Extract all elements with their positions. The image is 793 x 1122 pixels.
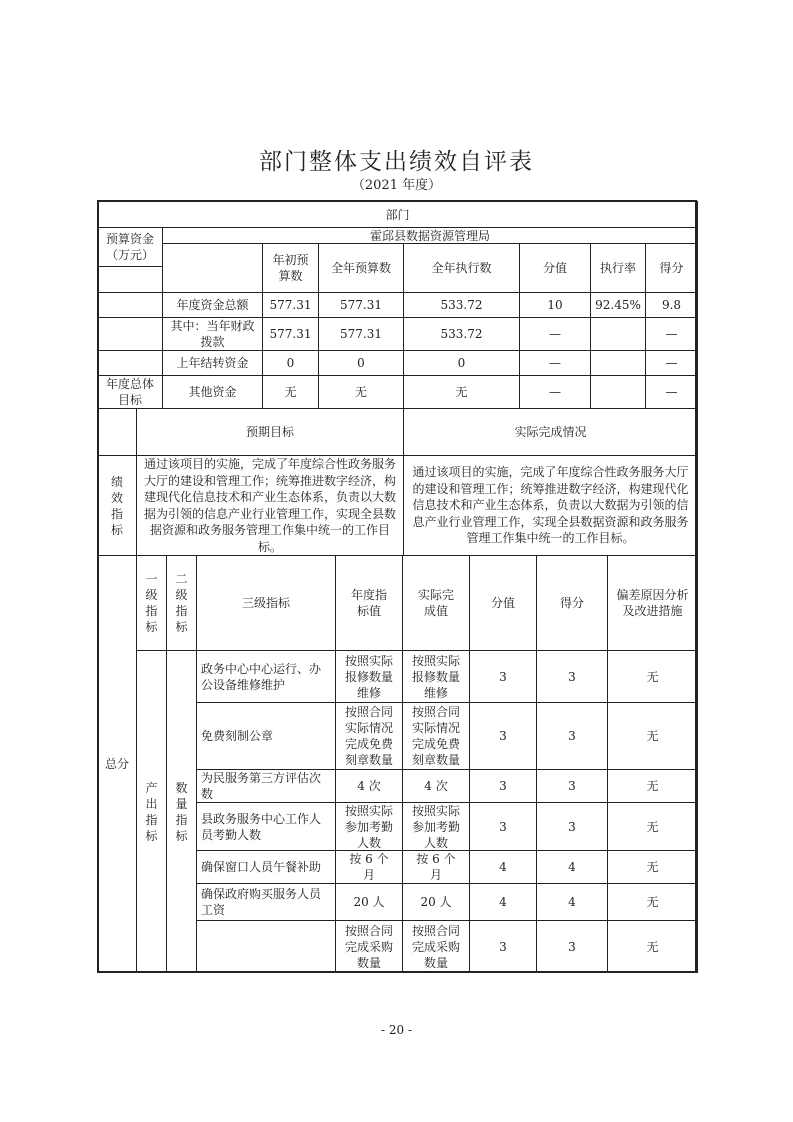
indicator-value-cell bbox=[469, 883, 537, 921]
indicator-score-cell bbox=[536, 850, 608, 884]
indicator-score-cell-text: 3 bbox=[568, 819, 576, 834]
budget-row-label bbox=[162, 350, 263, 376]
budget-value-cell bbox=[519, 292, 591, 318]
indicator-name-cell bbox=[196, 850, 336, 884]
indicator-actual-cell-text: 20 人 bbox=[420, 895, 452, 909]
budget-header-cell bbox=[262, 243, 319, 293]
annual-goal-label bbox=[97, 375, 163, 409]
indicator-deviation-cell-text: 无 bbox=[646, 939, 659, 954]
indicator-header-cell bbox=[402, 555, 470, 651]
budget-value-cell-text: — bbox=[549, 356, 561, 370]
budget-value-cell bbox=[403, 317, 520, 351]
perf-indicator-label bbox=[97, 455, 137, 556]
indicator-header-cell-text: 年度指标值 bbox=[350, 588, 387, 618]
indicator-score-cell bbox=[536, 920, 608, 973]
budget-value-cell-text: 10 bbox=[547, 298, 563, 312]
level1-indicator-text: 产出指标 bbox=[145, 780, 158, 843]
actual-header-text: 实际完成情况 bbox=[514, 425, 587, 439]
indicator-header-cell bbox=[607, 555, 698, 651]
budget-row-label-text: 其他资金 bbox=[188, 385, 237, 399]
budget-row-label-text: 上年结转资金 bbox=[176, 356, 249, 370]
indicator-deviation-cell-text: 无 bbox=[646, 860, 659, 874]
indicator-value-cell bbox=[469, 769, 537, 803]
budget-value-cell-text: 577.31 bbox=[269, 298, 312, 312]
actual-completion-text-text: 通过该项目的实施，完成了年度综合性政务服务大厅的建设和管理工作；统筹推进数字经济，构建现代化信息技术和产业生态体系，负责以大数据为引领的信息产业行业管理工作，实现全县数据资源和政务服务管理工作集中统一的工作目标。 bbox=[412, 465, 689, 546]
indicator-target-cell bbox=[335, 850, 403, 884]
indicator-score-cell bbox=[536, 769, 608, 803]
indicator-actual-cell bbox=[402, 769, 470, 803]
perf-indicator-label-text: 绩效指标 bbox=[110, 474, 123, 537]
budget-value-cell bbox=[519, 375, 591, 409]
indicator-name-cell-text: 为民服务第三方评估次数 bbox=[201, 771, 322, 801]
indicator-target-cell-text: 按照实际报修数量维修 bbox=[344, 653, 393, 700]
indicator-name-cell-text: 免费刻制公章 bbox=[201, 729, 274, 743]
indicator-value-cell bbox=[469, 850, 537, 884]
indicator-value-cell-text: 4 bbox=[499, 895, 507, 909]
budget-value-cell-text: 无 bbox=[455, 385, 468, 399]
indicator-target-cell bbox=[335, 702, 403, 770]
indicator-value-cell-text: 4 bbox=[499, 860, 507, 874]
indicator-score-cell bbox=[536, 883, 608, 921]
budget-label-cell bbox=[97, 227, 163, 267]
budget-value-cell bbox=[645, 317, 698, 351]
indicator-name-cell bbox=[196, 920, 336, 973]
budget-value-cell-text: 无 bbox=[284, 385, 297, 399]
budget-header-cell bbox=[403, 243, 520, 293]
indicator-actual-cell bbox=[402, 883, 470, 921]
budget-value-cell-text: — bbox=[549, 327, 561, 341]
indicator-deviation-cell bbox=[607, 702, 698, 770]
level2-indicator bbox=[166, 650, 197, 973]
budget-header-cell bbox=[318, 243, 404, 293]
indicator-name-cell bbox=[196, 702, 336, 770]
budget-value-cell bbox=[519, 317, 591, 351]
budget-value-cell-text: 577.31 bbox=[340, 327, 382, 341]
indicator-value-cell-text: 3 bbox=[499, 779, 507, 793]
budget-value-cell-text: — bbox=[665, 327, 678, 341]
document-title: 部门整体支出绩效自评表 bbox=[259, 149, 534, 175]
budget-value-cell bbox=[318, 292, 404, 318]
indicator-value-cell-text: 3 bbox=[499, 729, 507, 743]
budget-value-cell-text: — bbox=[549, 385, 561, 399]
budget-value-cell bbox=[519, 350, 591, 376]
budget-value-cell-text: 533.72 bbox=[440, 298, 483, 312]
indicator-name-cell-text: 确保政府购买服务人员工资 bbox=[201, 887, 322, 917]
budget-label-cell-text: 预算资金（万元） bbox=[105, 232, 154, 262]
indicator-value-cell bbox=[469, 650, 537, 703]
budget-header-cell bbox=[519, 243, 591, 293]
budget-value-cell-text: 9.8 bbox=[661, 298, 682, 312]
indicator-target-cell-text: 20 人 bbox=[353, 895, 385, 909]
indicator-score-cell-text: 3 bbox=[568, 729, 576, 743]
indicator-value-cell bbox=[469, 920, 537, 973]
empty-cell bbox=[97, 266, 163, 293]
indicator-score-cell-text: 3 bbox=[568, 669, 576, 684]
indicator-score-cell-text: 3 bbox=[568, 779, 576, 793]
total-score-label-text: 总分 bbox=[104, 757, 129, 771]
budget-value-cell bbox=[262, 317, 319, 351]
budget-value-cell bbox=[645, 350, 698, 376]
indicator-name-cell-text: 政务中心中心运行、办公设备维修维护 bbox=[201, 661, 322, 692]
indicator-value-cell-text: 3 bbox=[499, 669, 507, 684]
budget-value-cell bbox=[403, 350, 520, 376]
indicator-score-cell bbox=[536, 702, 608, 770]
indicator-actual-cell bbox=[402, 802, 470, 851]
indicator-actual-cell bbox=[402, 920, 470, 973]
budget-value-cell bbox=[318, 350, 404, 376]
indicator-deviation-cell-text: 无 bbox=[646, 779, 659, 793]
indicator-deviation-cell bbox=[607, 650, 698, 703]
budget-value-cell-text: 无 bbox=[354, 385, 367, 399]
budget-row-label-text: 年度资金总额 bbox=[176, 298, 249, 312]
indicator-name-cell-text: 县政务服务中心工作人员考勤人数 bbox=[201, 811, 322, 842]
budget-value-cell-text: 577.31 bbox=[269, 327, 312, 341]
budget-header-cell bbox=[645, 243, 698, 293]
indicator-actual-cell-text: 4 次 bbox=[424, 779, 448, 793]
indicator-header-cell-text: 一级指标 bbox=[145, 572, 158, 634]
indicator-name-cell bbox=[196, 802, 336, 851]
indicator-deviation-cell bbox=[607, 769, 698, 803]
indicator-actual-cell-text: 按 6 个月 bbox=[416, 852, 456, 882]
indicator-name-cell bbox=[196, 769, 336, 803]
budget-value-cell-text: 577.31 bbox=[340, 298, 382, 312]
indicator-name-cell-text: 确保窗口人员午餐补助 bbox=[201, 860, 322, 874]
budget-value-cell bbox=[590, 317, 646, 351]
indicator-header-cell-text: 三级指标 bbox=[241, 596, 290, 610]
budget-row-label bbox=[162, 292, 263, 318]
empty-header-cell bbox=[162, 243, 263, 293]
dept-name-cell-text: 霍邱县数据资源管理局 bbox=[369, 228, 490, 243]
indicator-value-cell bbox=[469, 802, 537, 851]
level1-indicator bbox=[136, 650, 167, 973]
indicator-value-cell-text: 3 bbox=[499, 819, 507, 834]
budget-value-cell bbox=[318, 317, 404, 351]
indicator-actual-cell-text: 按照合同实际情况完成免费刻章数量 bbox=[411, 705, 460, 767]
actual-completion-text bbox=[403, 455, 698, 556]
dept-label-cell-text: 部门 bbox=[385, 207, 410, 222]
document-subtitle: （2021 年度） bbox=[351, 178, 442, 193]
indicator-target-cell bbox=[335, 883, 403, 921]
indicator-actual-cell-text: 按照合同完成采购数量 bbox=[411, 923, 460, 970]
actual-header bbox=[403, 408, 698, 456]
indicator-deviation-cell-text: 无 bbox=[646, 669, 659, 684]
indicator-deviation-cell-text: 无 bbox=[646, 895, 659, 909]
indicator-name-cell bbox=[196, 650, 336, 703]
budget-header-cell-text: 执行率 bbox=[599, 261, 636, 275]
dept-label-cell bbox=[97, 201, 698, 228]
expected-goal-text-text: 通过该项目的实施，完成了年度综合性政务服务大厅的建设和管理工作；统筹推进数字经济，构建现代化信息技术和产业生态体系，负责以大数据为引领的信息产业行业管理工作，实现全县数据资源和政务服务管理工作集中统一的工作目标。 bbox=[143, 457, 396, 554]
indicator-score-cell-text: 3 bbox=[568, 939, 576, 954]
budget-header-cell-text: 全年执行数 bbox=[431, 261, 492, 275]
budget-value-cell bbox=[590, 375, 646, 409]
budget-value-cell-text: 0 bbox=[357, 356, 365, 370]
indicator-deviation-cell bbox=[607, 883, 698, 921]
indicator-score-cell-text: 4 bbox=[568, 860, 576, 874]
indicator-target-cell bbox=[335, 650, 403, 703]
indicator-deviation-cell-text: 无 bbox=[646, 729, 659, 743]
budget-value-cell bbox=[645, 375, 698, 409]
indicator-header-cell bbox=[335, 555, 403, 651]
indicator-target-cell-text: 按照合同完成采购数量 bbox=[344, 923, 393, 970]
indicator-deviation-cell bbox=[607, 802, 698, 851]
indicator-actual-cell-text: 按照实际参加考勤人数 bbox=[411, 803, 460, 850]
indicator-target-cell-text: 按照合同实际情况完成免费刻章数量 bbox=[344, 705, 393, 767]
indicator-score-cell bbox=[536, 650, 608, 703]
page-number: - 20 - bbox=[380, 1023, 412, 1037]
empty-cell bbox=[97, 317, 163, 351]
indicator-header-cell bbox=[166, 555, 197, 651]
indicator-header-cell-text: 偏差原因分析及改进措施 bbox=[616, 588, 689, 618]
dept-name-cell bbox=[162, 227, 698, 244]
indicator-target-cell-text: 按照实际参加考勤人数 bbox=[344, 803, 393, 850]
empty-cell bbox=[97, 292, 163, 318]
indicator-value-cell bbox=[469, 702, 537, 770]
budget-value-cell bbox=[403, 375, 520, 409]
indicator-target-cell-text: 按 6 个月 bbox=[349, 852, 389, 882]
budget-value-cell bbox=[590, 350, 646, 376]
indicator-score-cell-text: 4 bbox=[568, 895, 576, 909]
indicator-actual-cell-text: 按照实际报修数量维修 bbox=[411, 653, 460, 700]
budget-value-cell bbox=[403, 292, 520, 318]
budget-value-cell-text: — bbox=[665, 356, 678, 370]
indicator-target-cell bbox=[335, 802, 403, 851]
indicator-header-cell-text: 二级指标 bbox=[175, 572, 188, 634]
indicator-target-cell bbox=[335, 920, 403, 973]
indicator-header-cell bbox=[196, 555, 336, 651]
indicator-actual-cell bbox=[402, 650, 470, 703]
budget-row-label bbox=[162, 317, 263, 351]
budget-header-cell bbox=[590, 243, 646, 293]
budget-value-cell bbox=[262, 350, 319, 376]
indicator-actual-cell bbox=[402, 702, 470, 770]
budget-value-cell bbox=[262, 375, 319, 409]
indicator-header-cell bbox=[469, 555, 537, 651]
expected-goal-header bbox=[136, 408, 404, 456]
budget-value-cell bbox=[262, 292, 319, 318]
budget-value-cell bbox=[645, 292, 698, 318]
indicator-value-cell-text: 3 bbox=[499, 939, 507, 954]
total-score-label bbox=[97, 555, 137, 973]
empty-cell bbox=[97, 350, 163, 376]
budget-value-cell bbox=[318, 375, 404, 409]
budget-value-cell-text: 0 bbox=[457, 356, 466, 370]
annual-goal-label-text: 年度总体目标 bbox=[105, 377, 154, 407]
indicator-name-cell bbox=[196, 883, 336, 921]
empty-cell bbox=[97, 408, 137, 456]
indicator-deviation-cell-text: 无 bbox=[646, 819, 659, 834]
indicator-header-cell bbox=[136, 555, 167, 651]
indicator-target-cell-text: 4 次 bbox=[357, 779, 381, 793]
budget-value-cell-text: — bbox=[665, 385, 678, 399]
budget-value-cell-text: 533.72 bbox=[440, 327, 483, 341]
indicator-score-cell bbox=[536, 802, 608, 851]
budget-header-cell-text: 全年预算数 bbox=[330, 261, 391, 275]
indicator-deviation-cell bbox=[607, 850, 698, 884]
indicator-header-cell-text: 实际完成值 bbox=[417, 588, 454, 618]
budget-value-cell bbox=[590, 292, 646, 318]
budget-header-cell-text: 分值 bbox=[542, 261, 567, 275]
indicator-deviation-cell bbox=[607, 920, 698, 973]
indicator-target-cell bbox=[335, 769, 403, 803]
budget-value-cell-text: 92.45% bbox=[595, 298, 641, 312]
level2-indicator-text: 数量指标 bbox=[175, 780, 188, 843]
budget-value-cell-text: 0 bbox=[286, 356, 295, 370]
expected-goal-text bbox=[136, 455, 404, 556]
indicator-header-cell-text: 分值 bbox=[490, 596, 515, 610]
indicator-actual-cell bbox=[402, 850, 470, 884]
budget-header-cell-text: 年初预算数 bbox=[272, 253, 309, 283]
budget-row-label bbox=[162, 375, 263, 409]
expected-goal-header-text: 预期目标 bbox=[245, 425, 294, 439]
budget-row-label-text: 其中：当年财政拨款 bbox=[170, 319, 255, 349]
indicator-header-cell bbox=[536, 555, 608, 651]
budget-header-cell-text: 得分 bbox=[659, 261, 684, 275]
indicator-header-cell-text: 得分 bbox=[559, 596, 584, 610]
